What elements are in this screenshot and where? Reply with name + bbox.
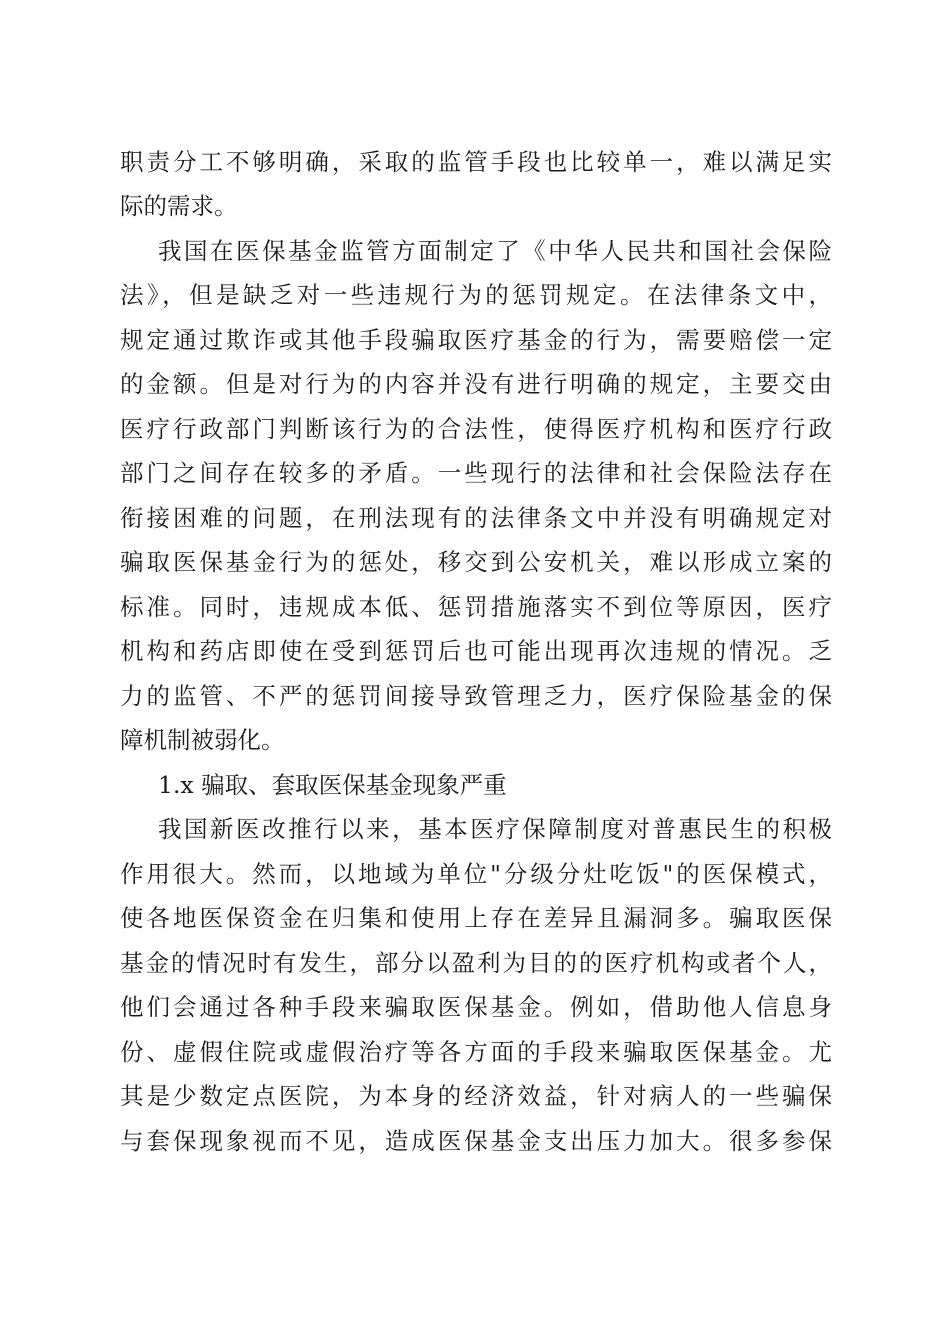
text-line: 骗取医保基金行为的惩处，移交到公安机关，难以形成立案的 [120,548,832,576]
text-line: 法》，但是缺乏对一些违规行为的惩罚规定。在法律条文中， [120,281,832,309]
text-line: 机构和药店即使在受到惩罚后也可能出现再次违规的情况。乏 [120,637,832,665]
text-line: 其是少数定点医院，为本身的经济效益，针对病人的一些骗保 [120,1082,832,1110]
text-line: 障机制被弱化。 [120,726,285,754]
text-line: 标准。同时，违规成本低、惩罚措施落实不到位等原因，医疗 [120,593,832,621]
text-line: 作用很大。然而，以地域为单位"分级分灶吃饭"的医保模式， [120,860,832,888]
text-line: 力的监管、不严的惩罚间接导致管理乏力，医疗保险基金的保 [120,682,832,710]
text-line: 他们会通过各种手段来骗取医保基金。例如，借助他人信息身 [120,993,832,1021]
section-heading: 1.x 骗取、套取医保基金现象严重 [158,771,507,799]
paragraph-first-line: 我国在医保基金监管方面制定了《中华人民共和国社会保险 [158,237,832,265]
text-line: 与套保现象视而不见，造成医保基金支出压力加大。很多参保 [120,1127,832,1155]
text-line: 基金的情况时有发生，部分以盈利为目的的医疗机构或者个人， [120,949,832,977]
paragraph-first-line: 我国新医改推行以来，基本医疗保障制度对普惠民生的积极 [158,815,832,843]
text-line: 部门之间存在较多的矛盾。一些现行的法律和社会保险法存在 [120,459,832,487]
text-line: 的金额。但是对行为的内容并没有进行明确的规定，主要交由 [120,370,832,398]
text-line: 职责分工不够明确，采取的监管手段也比较单一，难以满足实 [120,148,832,176]
text-line: 医疗行政部门判断该行为的合法性，使得医疗机构和医疗行政 [120,415,832,443]
text-line: 使各地医保资金在归集和使用上存在差异且漏洞多。骗取医保 [120,904,832,932]
text-line: 衔接困难的问题，在刑法现有的法律条文中并没有明确规定对 [120,504,832,532]
text-line: 规定通过欺诈或其他手段骗取医疗基金的行为，需要赔偿一定 [120,326,832,354]
text-line: 份、虚假住院或虚假治疗等各方面的手段来骗取医保基金。尤 [120,1038,832,1066]
text-line: 际的需求。 [120,192,238,220]
